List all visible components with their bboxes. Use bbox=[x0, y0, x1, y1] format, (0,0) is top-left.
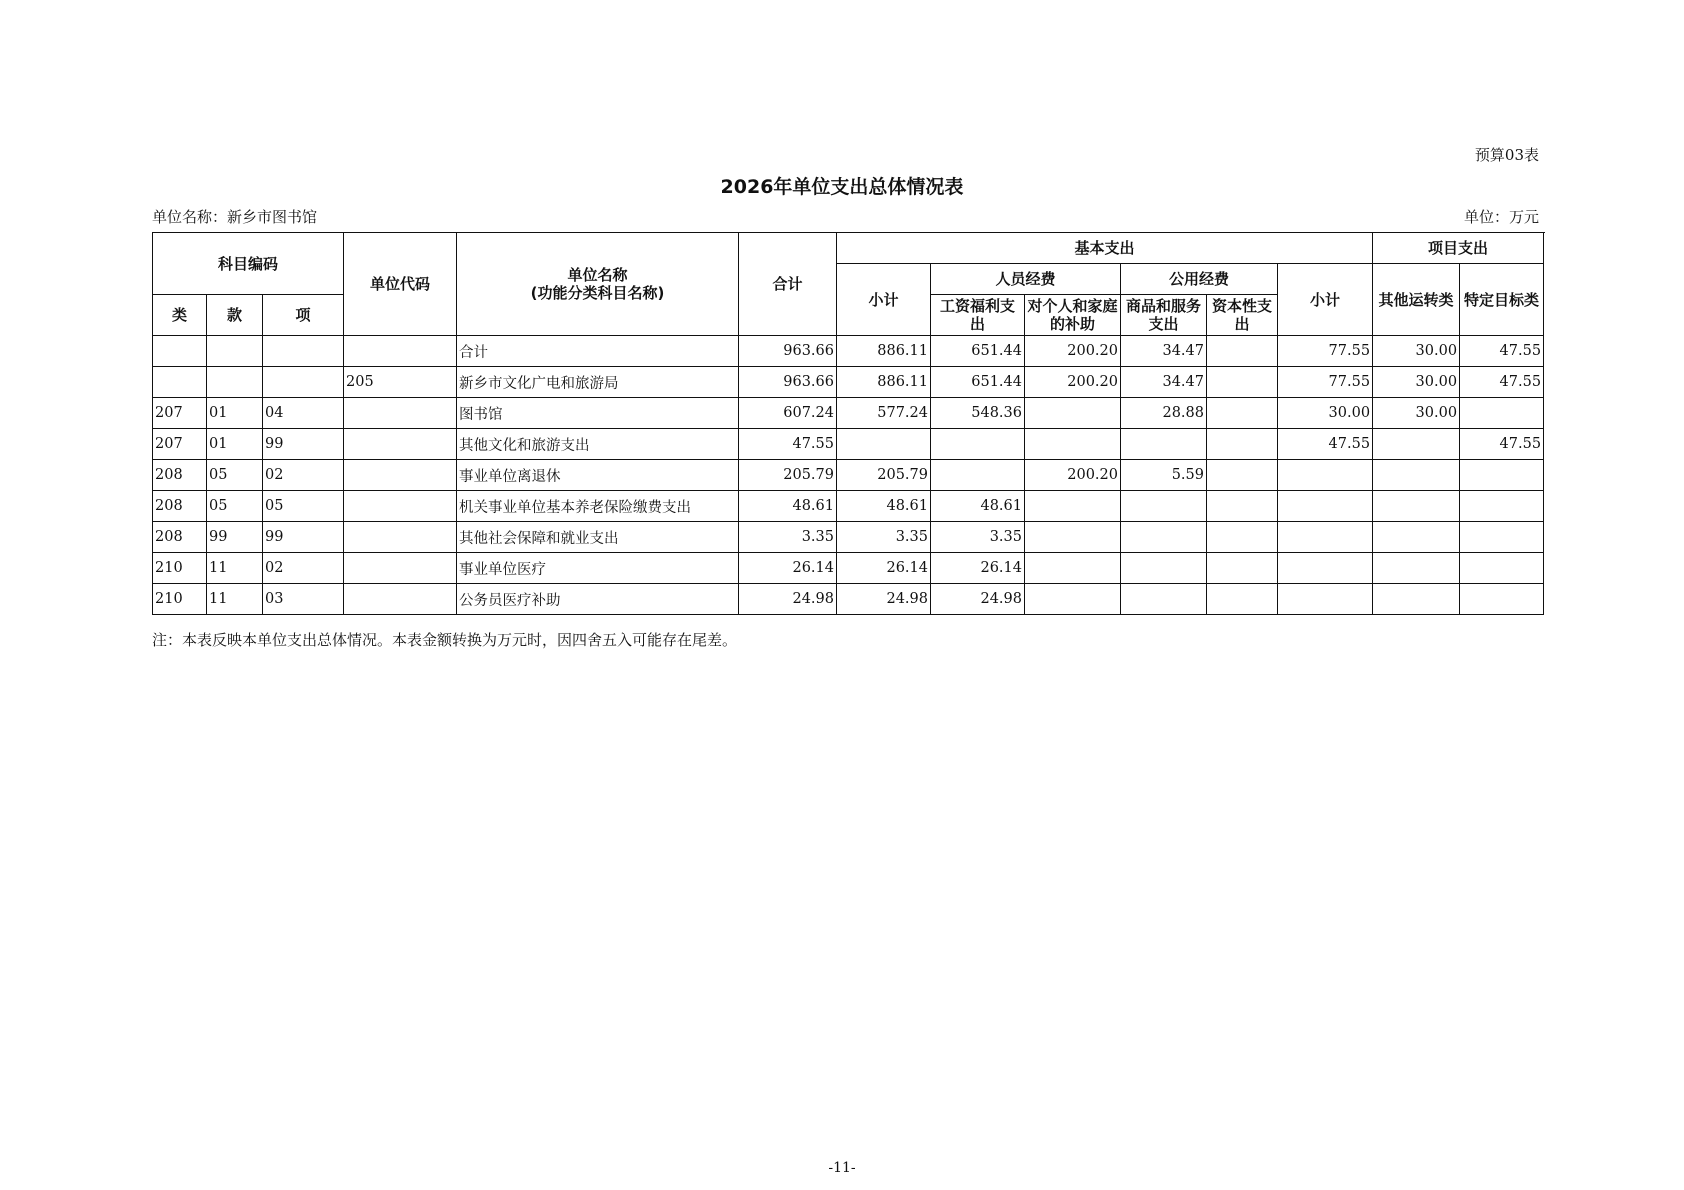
cell-capital-expenditure bbox=[1207, 584, 1278, 615]
table-row bbox=[153, 336, 1544, 367]
cell-basic-subtotal: 205.79 bbox=[837, 460, 931, 491]
cell-other-operations bbox=[1373, 584, 1460, 615]
cell-total: 607.24 bbox=[739, 398, 837, 429]
cell-salary-welfare: 26.14 bbox=[931, 553, 1025, 584]
table-row bbox=[153, 584, 1544, 615]
cell-specific-target bbox=[1460, 522, 1544, 553]
cell-unit-name: 事业单位医疗 bbox=[457, 553, 739, 584]
cell-individual-subsidy: 200.20 bbox=[1025, 336, 1121, 367]
cell-individual-subsidy: 200.20 bbox=[1025, 460, 1121, 491]
cell-salary-welfare bbox=[931, 429, 1025, 460]
cell-other-operations bbox=[1373, 429, 1460, 460]
cell-unit-name: 其他社会保障和就业支出 bbox=[457, 522, 739, 553]
cell-goods-services bbox=[1121, 491, 1207, 522]
cell-specific-target: 47.55 bbox=[1460, 429, 1544, 460]
cell-salary-welfare: 548.36 bbox=[931, 398, 1025, 429]
cell-unit-name: 机关事业单位基本养老保险缴费支出 bbox=[457, 491, 739, 522]
table-row bbox=[153, 491, 1544, 522]
cell-goods-services bbox=[1121, 429, 1207, 460]
cell-basic-subtotal: 886.11 bbox=[837, 367, 931, 398]
header-capital-expenditure: 资本性支出 bbox=[1207, 295, 1278, 336]
cell-lei: 208 bbox=[153, 522, 207, 553]
cell-total: 963.66 bbox=[739, 336, 837, 367]
cell-individual-subsidy: 200.20 bbox=[1025, 367, 1121, 398]
cell-other-operations bbox=[1373, 553, 1460, 584]
cell-unit-code bbox=[344, 553, 457, 584]
cell-lei bbox=[153, 367, 207, 398]
cell-kuan: 99 bbox=[207, 522, 263, 553]
cell-other-operations bbox=[1373, 522, 1460, 553]
cell-unit-name: 新乡市文化广电和旅游局 bbox=[457, 367, 739, 398]
cell-xiang: 99 bbox=[263, 429, 344, 460]
cell-lei: 208 bbox=[153, 491, 207, 522]
cell-unit-name: 事业单位离退休 bbox=[457, 460, 739, 491]
cell-project-subtotal: 47.55 bbox=[1278, 429, 1373, 460]
cell-total: 26.14 bbox=[739, 553, 837, 584]
cell-specific-target: 47.55 bbox=[1460, 367, 1544, 398]
cell-total: 205.79 bbox=[739, 460, 837, 491]
cell-unit-code bbox=[344, 460, 457, 491]
cell-unit-name: 其他文化和旅游支出 bbox=[457, 429, 739, 460]
cell-kuan: 11 bbox=[207, 553, 263, 584]
header-project-subtotal: 小计 bbox=[1278, 264, 1373, 336]
cell-lei: 210 bbox=[153, 553, 207, 584]
cell-unit-code bbox=[344, 522, 457, 553]
header-xiang: 项 bbox=[263, 295, 344, 336]
header-other-operations: 其他运转类 bbox=[1373, 264, 1460, 336]
cell-goods-services: 34.47 bbox=[1121, 367, 1207, 398]
header-public-funds: 公用经费 bbox=[1121, 264, 1278, 295]
header-unit-name-line1: 单位名称 bbox=[567, 266, 628, 284]
cell-project-subtotal: 77.55 bbox=[1278, 367, 1373, 398]
cell-capital-expenditure bbox=[1207, 367, 1278, 398]
cell-xiang: 03 bbox=[263, 584, 344, 615]
cell-individual-subsidy bbox=[1025, 553, 1121, 584]
cell-other-operations: 30.00 bbox=[1373, 398, 1460, 429]
cell-goods-services bbox=[1121, 584, 1207, 615]
cell-specific-target: 47.55 bbox=[1460, 336, 1544, 367]
table-row bbox=[153, 367, 1544, 398]
cell-other-operations: 30.00 bbox=[1373, 336, 1460, 367]
cell-basic-subtotal bbox=[837, 429, 931, 460]
cell-lei: 207 bbox=[153, 429, 207, 460]
page-title: 2026年单位支出总体情况表 bbox=[720, 176, 964, 198]
cell-individual-subsidy bbox=[1025, 429, 1121, 460]
header-unit-code: 单位代码 bbox=[344, 233, 457, 336]
cell-specific-target bbox=[1460, 460, 1544, 491]
cell-project-subtotal: 30.00 bbox=[1278, 398, 1373, 429]
header-lei: 类 bbox=[153, 295, 207, 336]
cell-capital-expenditure bbox=[1207, 429, 1278, 460]
cell-unit-name: 合计 bbox=[457, 336, 739, 367]
cell-capital-expenditure bbox=[1207, 522, 1278, 553]
cell-salary-welfare: 48.61 bbox=[931, 491, 1025, 522]
cell-other-operations: 30.00 bbox=[1373, 367, 1460, 398]
cell-unit-code: 205 bbox=[344, 367, 457, 398]
cell-salary-welfare: 24.98 bbox=[931, 584, 1025, 615]
header-specific-target: 特定目标类 bbox=[1460, 264, 1544, 336]
cell-basic-subtotal: 3.35 bbox=[837, 522, 931, 553]
cell-total: 48.61 bbox=[739, 491, 837, 522]
cell-unit-code bbox=[344, 336, 457, 367]
table-body bbox=[153, 336, 1544, 615]
expenditure-table bbox=[152, 232, 1544, 615]
cell-salary-welfare: 651.44 bbox=[931, 367, 1025, 398]
cell-capital-expenditure bbox=[1207, 553, 1278, 584]
cell-unit-code bbox=[344, 584, 457, 615]
table-row bbox=[153, 429, 1544, 460]
cell-kuan: 11 bbox=[207, 584, 263, 615]
header-unit-name bbox=[457, 233, 739, 336]
cell-unit-name: 公务员医疗补助 bbox=[457, 584, 739, 615]
cell-kuan: 05 bbox=[207, 491, 263, 522]
cell-basic-subtotal: 48.61 bbox=[837, 491, 931, 522]
cell-specific-target bbox=[1460, 398, 1544, 429]
cell-project-subtotal bbox=[1278, 553, 1373, 584]
cell-xiang: 05 bbox=[263, 491, 344, 522]
cell-lei bbox=[153, 336, 207, 367]
cell-other-operations bbox=[1373, 491, 1460, 522]
cell-project-subtotal bbox=[1278, 491, 1373, 522]
cell-unit-code bbox=[344, 491, 457, 522]
cell-unit-name: 图书馆 bbox=[457, 398, 739, 429]
cell-total: 47.55 bbox=[739, 429, 837, 460]
header-salary-welfare: 工资福利支出 bbox=[931, 295, 1025, 336]
cell-goods-services bbox=[1121, 522, 1207, 553]
cell-specific-target bbox=[1460, 553, 1544, 584]
cell-project-subtotal bbox=[1278, 522, 1373, 553]
cell-xiang: 02 bbox=[263, 553, 344, 584]
cell-lei: 210 bbox=[153, 584, 207, 615]
cell-individual-subsidy bbox=[1025, 398, 1121, 429]
cell-basic-subtotal: 577.24 bbox=[837, 398, 931, 429]
header-subject-code: 科目编码 bbox=[153, 233, 344, 295]
cell-basic-subtotal: 26.14 bbox=[837, 553, 931, 584]
cell-lei: 207 bbox=[153, 398, 207, 429]
cell-individual-subsidy bbox=[1025, 522, 1121, 553]
cell-kuan: 01 bbox=[207, 429, 263, 460]
cell-xiang: 02 bbox=[263, 460, 344, 491]
table-row bbox=[153, 398, 1544, 429]
table-row bbox=[153, 522, 1544, 553]
cell-goods-services: 34.47 bbox=[1121, 336, 1207, 367]
cell-kuan: 01 bbox=[207, 398, 263, 429]
cell-project-subtotal bbox=[1278, 584, 1373, 615]
cell-basic-subtotal: 24.98 bbox=[837, 584, 931, 615]
cell-goods-services: 28.88 bbox=[1121, 398, 1207, 429]
cell-salary-welfare: 651.44 bbox=[931, 336, 1025, 367]
unit-name-label: 单位名称：新乡市图书馆 bbox=[152, 208, 318, 226]
cell-individual-subsidy bbox=[1025, 584, 1121, 615]
table-row bbox=[153, 460, 1544, 491]
currency-unit-label: 单位：万元 bbox=[1463, 208, 1539, 226]
header-basic-expenditure: 基本支出 bbox=[837, 233, 1373, 264]
cell-lei: 208 bbox=[153, 460, 207, 491]
header-basic-subtotal: 小计 bbox=[837, 264, 931, 336]
header-unit-name-line2: (功能分类科目名称) bbox=[530, 284, 665, 302]
cell-total: 3.35 bbox=[739, 522, 837, 553]
cell-kuan bbox=[207, 336, 263, 367]
cell-unit-code bbox=[344, 398, 457, 429]
footnote: 注：本表反映本单位支出总体情况。本表金额转换为万元时，因四舍五入可能存在尾差。 bbox=[152, 631, 738, 649]
cell-total: 24.98 bbox=[739, 584, 837, 615]
cell-specific-target bbox=[1460, 491, 1544, 522]
cell-salary-welfare bbox=[931, 460, 1025, 491]
header-individual-subsidy: 对个人和家庭的补助 bbox=[1025, 295, 1121, 336]
cell-xiang bbox=[263, 336, 344, 367]
header-personnel-funds: 人员经费 bbox=[931, 264, 1121, 295]
cell-capital-expenditure bbox=[1207, 336, 1278, 367]
cell-goods-services bbox=[1121, 553, 1207, 584]
cell-unit-code bbox=[344, 429, 457, 460]
header-kuan: 款 bbox=[207, 295, 263, 336]
cell-capital-expenditure bbox=[1207, 398, 1278, 429]
header-project-expenditure: 项目支出 bbox=[1373, 233, 1544, 264]
cell-kuan bbox=[207, 367, 263, 398]
cell-other-operations bbox=[1373, 460, 1460, 491]
cell-individual-subsidy bbox=[1025, 491, 1121, 522]
cell-salary-welfare: 3.35 bbox=[931, 522, 1025, 553]
cell-goods-services: 5.59 bbox=[1121, 460, 1207, 491]
cell-capital-expenditure bbox=[1207, 491, 1278, 522]
cell-total: 963.66 bbox=[739, 367, 837, 398]
cell-basic-subtotal: 886.11 bbox=[837, 336, 931, 367]
table-row bbox=[153, 553, 1544, 584]
cell-project-subtotal: 77.55 bbox=[1278, 336, 1373, 367]
cell-project-subtotal bbox=[1278, 460, 1373, 491]
header-total: 合计 bbox=[739, 233, 837, 336]
cell-specific-target bbox=[1460, 584, 1544, 615]
cell-xiang bbox=[263, 367, 344, 398]
header-goods-services: 商品和服务支出 bbox=[1121, 295, 1207, 336]
cell-xiang: 04 bbox=[263, 398, 344, 429]
form-number: 预算03表 bbox=[1474, 146, 1539, 164]
cell-kuan: 05 bbox=[207, 460, 263, 491]
page-number: -11- bbox=[828, 1160, 856, 1176]
cell-capital-expenditure bbox=[1207, 460, 1278, 491]
cell-xiang: 99 bbox=[263, 522, 344, 553]
